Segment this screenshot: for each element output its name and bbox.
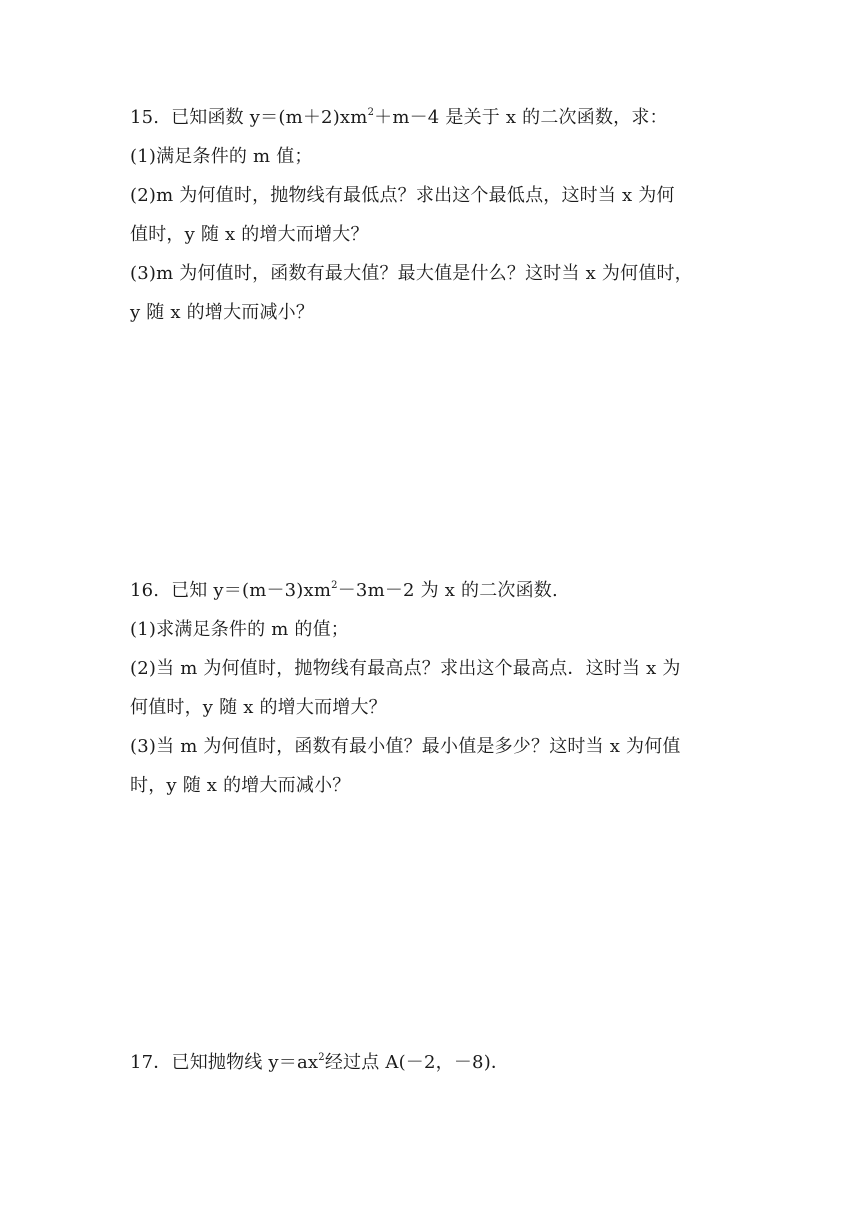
problem-16 <box>130 571 740 805</box>
problem-stem-text: 已知抛物线 y＝ax <box>171 1052 319 1073</box>
exponent: 2 <box>331 580 338 591</box>
problem-stem-text: 已知函数 y＝(m＋2)xm <box>171 107 368 128</box>
problem-number: 15. <box>130 107 160 128</box>
problem-number: 16. <box>130 580 160 601</box>
problem-16-part-1: (1)求满足条件的 m 的值； <box>130 619 350 640</box>
problem-15 <box>130 98 740 332</box>
problem-15-part-1: (1)满足条件的 m 值； <box>130 146 313 167</box>
problem-15-part-3: (3)m 为何值时，函数有最大值？最大值是什么？这时当 x 为何值时， <box>130 263 693 284</box>
problem-16-stem <box>130 571 740 610</box>
problem-stem-text: －3m－2 为 x 的二次函数. <box>337 580 558 601</box>
problem-15-part-2-cont: 值时，y 随 x 的增大而增大？ <box>130 224 369 245</box>
problem-15-part-2: (2)m 为何值时，抛物线有最低点？求出这个最低点，这时当 x 为何 <box>130 185 675 206</box>
problem-15-part-3-cont: y 随 x 的增大而减小？ <box>130 302 315 323</box>
problem-17-stem <box>130 1043 740 1082</box>
problem-16-part-2: (2)当 m 为何值时，抛物线有最高点？求出这个最高点．这时当 x 为 <box>130 658 681 679</box>
problem-17 <box>130 1043 740 1082</box>
problem-stem-text: ＋m－4 是关于 x 的二次函数，求： <box>374 107 668 128</box>
exponent: 2 <box>318 1052 325 1063</box>
exponent: 2 <box>367 107 375 118</box>
problem-stem-text: 已知 y＝(m－3)xm <box>171 580 332 601</box>
problem-stem-text: 经过点 A(－2，－8)． <box>324 1052 510 1073</box>
problem-16-part-3-cont: 时，y 随 x 的增大而减小？ <box>130 775 351 796</box>
problem-15-stem <box>130 98 740 137</box>
problem-number: 17． <box>130 1052 172 1073</box>
problem-16-part-2-cont: 何值时，y 随 x 的增大而增大？ <box>130 697 387 718</box>
problem-16-part-3: (3)当 m 为何值时，函数有最小值？最小值是多少？这时当 x 为何值 <box>130 736 681 757</box>
